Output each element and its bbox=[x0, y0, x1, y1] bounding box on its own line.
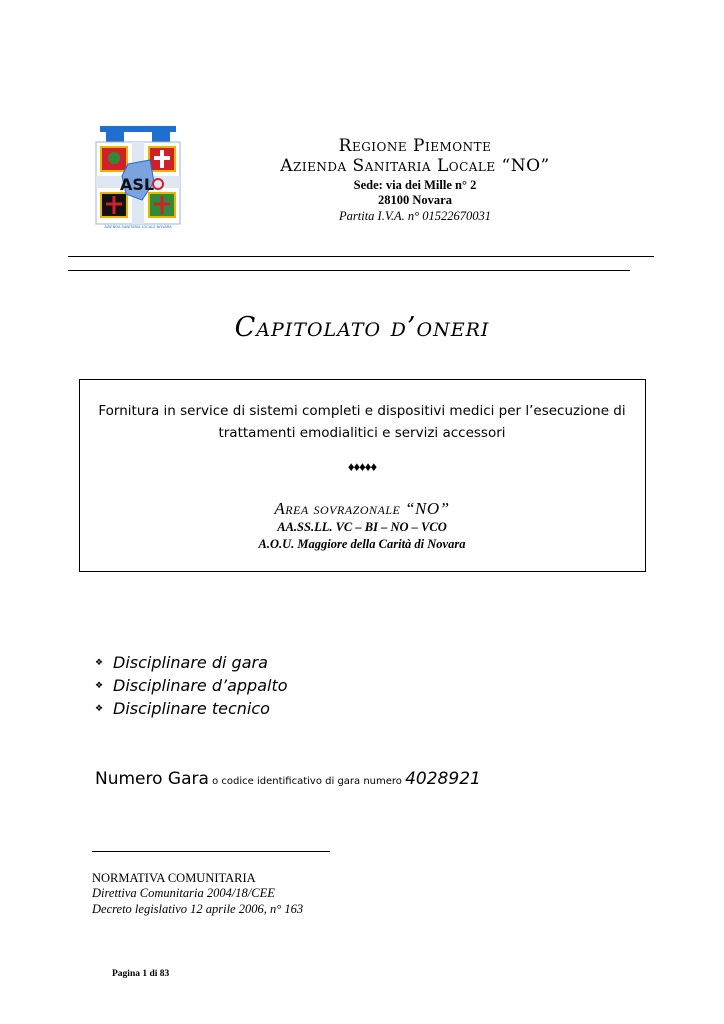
area-asl-list: AA.SS.LL. VC – BI – NO – VCO bbox=[277, 520, 447, 534]
area-aou: A.O.U. Maggiore della Carità di Novara bbox=[258, 537, 466, 551]
logo-caption: AZIENDA SANITARIA LOCALE NOVARA bbox=[104, 225, 172, 229]
tender-number-value: 4028921 bbox=[405, 769, 481, 789]
header-vat: Partita I.V.A. n° 01522670031 bbox=[339, 209, 491, 223]
ornament-diamonds: ♦♦♦♦♦ bbox=[347, 459, 377, 474]
list-item-label: Disciplinare di gara bbox=[113, 653, 268, 672]
tender-number-line bbox=[95, 769, 481, 789]
tender-number-caption: o codice identificativo di gara numero bbox=[208, 776, 406, 787]
document-title: Capitolato d’oneri bbox=[234, 312, 490, 343]
asl-crest-icon bbox=[92, 124, 184, 236]
tender-description: Fornitura in service di sistemi completi e dispositivi medici per l’esecuzione di trattamenti emodialitici e servizi accessori bbox=[98, 403, 626, 441]
list-item-label: Disciplinare tecnico bbox=[113, 699, 270, 718]
list-item bbox=[95, 697, 288, 720]
list-item bbox=[95, 651, 288, 674]
header-address-city: 28100 Novara bbox=[378, 193, 452, 207]
diamond-bullet-icon: ❖ bbox=[95, 703, 104, 714]
diamond-bullet-icon: ❖ bbox=[95, 680, 104, 691]
area-title: Area sovrazonale “NO” bbox=[274, 499, 450, 518]
list-item bbox=[95, 674, 288, 697]
normativa-title: NORMATIVA COMUNITARIA bbox=[92, 871, 256, 885]
logo-text: ASL bbox=[120, 175, 155, 194]
normativa-divider bbox=[92, 851, 330, 852]
document-list bbox=[95, 651, 288, 720]
header-address-street: Sede: via dei Mille n° 2 bbox=[353, 178, 477, 192]
page-number: Pagina 1 di 83 bbox=[112, 969, 170, 979]
diamond-bullet-icon: ❖ bbox=[95, 657, 104, 668]
header-region: Regione Piemonte bbox=[338, 136, 492, 156]
asl-logo bbox=[92, 124, 184, 236]
header-agency: Azienda Sanitaria Locale “NO” bbox=[280, 156, 550, 176]
header-divider-top bbox=[68, 256, 654, 257]
normativa-directive: Direttiva Comunitaria 2004/18/CEE bbox=[92, 886, 275, 900]
normativa-decree: Decreto legislativo 12 aprile 2006, n° 163 bbox=[92, 902, 304, 916]
tender-number-label: Numero Gara bbox=[95, 769, 209, 789]
header-divider-bottom bbox=[68, 270, 630, 271]
list-item-label: Disciplinare d’appalto bbox=[113, 676, 288, 695]
